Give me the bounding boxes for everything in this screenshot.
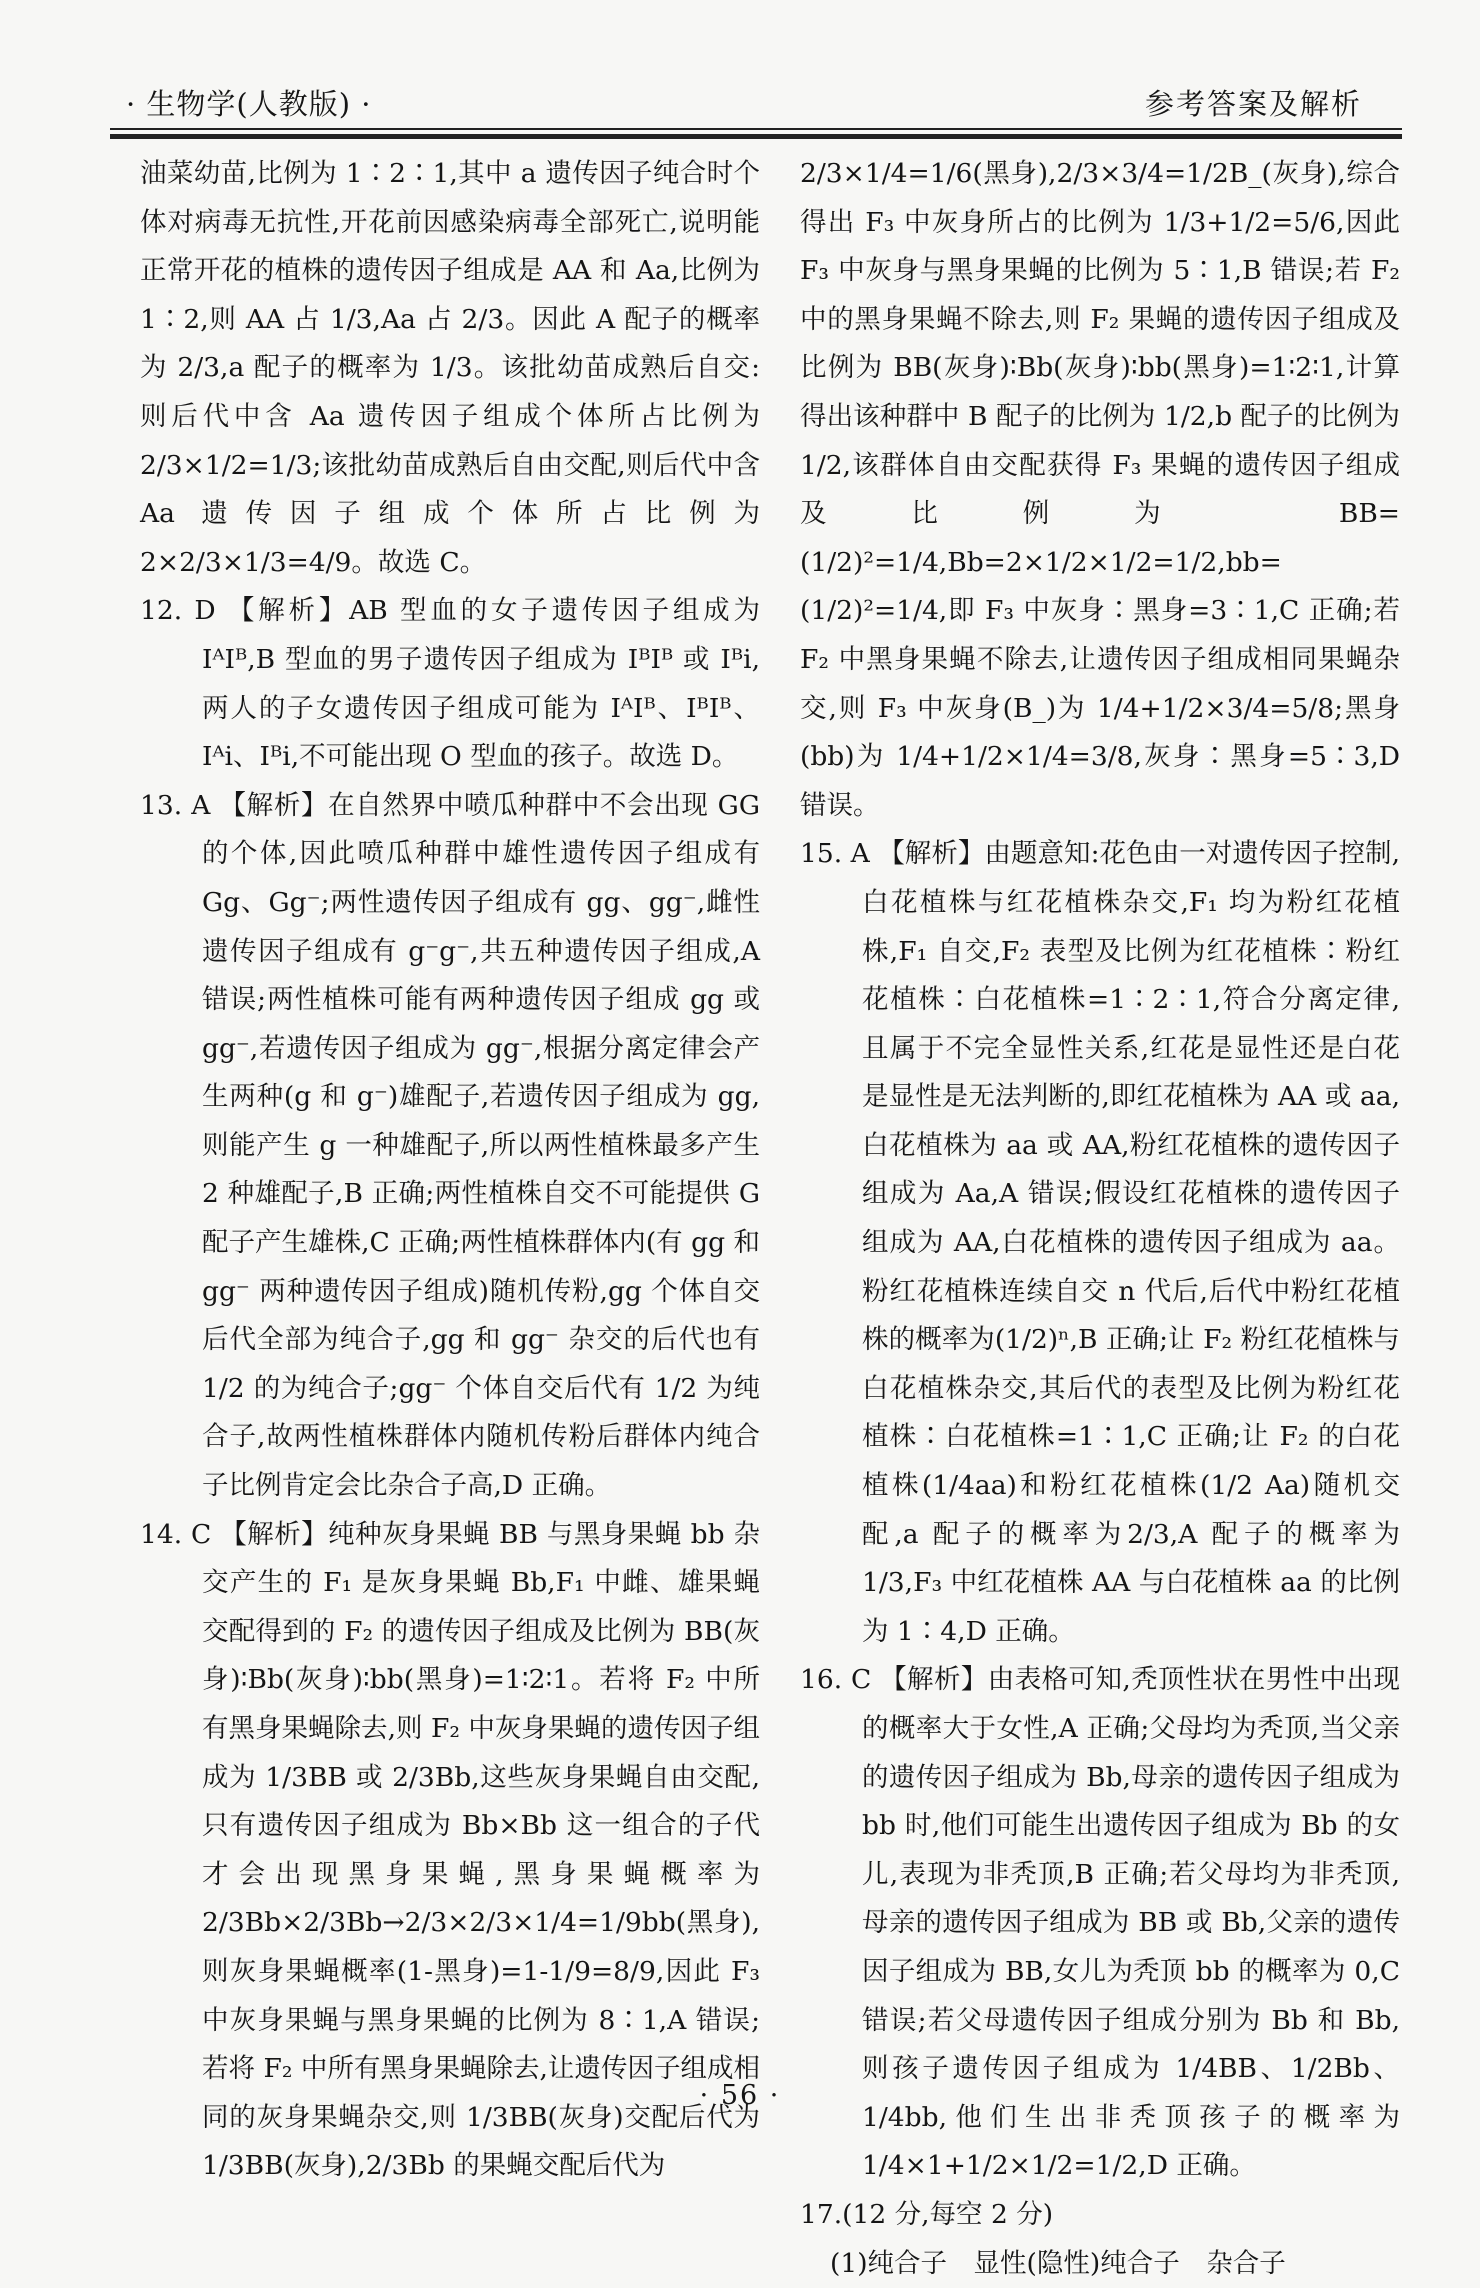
answer-16: 16. C 【解析】由表格可知,秃顶性状在男性中出现的概率大于女性,A 正确;父母均为秃顶,当父亲的遗传因子组成为 Bb,母亲的遗传因子组成为 bb 时,他们可能生出遗传因子组成为 Bb 的女儿,表现为非秃顶,B 正确;若父母均为非秃顶,母亲的遗传因子组成为 BB 或 Bb,父亲的遗传因子组成为 BB,女儿为秃顶 bb 的概率为 0,C 错误;若父母遗传因子组成分别为 Bb 和 Bb,则孩子遗传因子组成为 1/4BB、1/2Bb、1/4bb,他们生出非秃顶孩子的概率为 1/4×1+1/2×1/2=1/2,D 正确。 [800, 1664, 1400, 2182]
answer-17-part-1: (1)纯合子 显性(隐性)纯合子 杂合子 [830, 2247, 1286, 2279]
answer-14-continued: 2/3×1/4=1/6(黑身),2/3×3/4=1/2B_(灰身),综合得出 F₃ 中灰身所占的比例为 1/3+1/2=5/6,因此 F₃ 中灰身与黑身果蝇的比例为 5∶1,B 错误;若 F₂ 中的黑身果蝇不除去,则 F₂ 果蝇的遗传因子组成及比例为 BB(灰身)∶Bb(灰身)∶bb(黑身)=1∶2∶1,计算得出该种群中 B 配子的比例为 1/2,b 配子的比例为1/2,该群体自由交配获得 F₃ 果蝇的遗传因子组成及比例为 BB=(1/2)²=1/4,Bb=2×1/2×1/2=1/2,bb=(1/2)²=1/4,即 F₃ 中灰身∶黑身=3∶1,C 正确;若 F₂ 中黑身果蝇不除去,让遗传因子组成相同果蝇杂交,则 F₃ 中灰身(B_)为 1/4+1/2×3/4=5/8;黑身(bb)为 1/4+1/2×1/4=3/8,灰身∶黑身=5∶3,D 错误。 [800, 158, 1400, 821]
answer-17-heading: 17.(12 分,每空 2 分) [800, 2198, 1054, 2230]
answer-12: 12. D 【解析】AB 型血的女子遗传因子组成为 IᴬIᴮ,B 型血的男子遗传因子组成为 IᴮIᴮ 或 Iᴮi,两人的子女遗传因子组成可能为 IᴬIᴮ、IᴮIᴮ、Iᴬi、Iᴮi,不可能出现 O 型血的孩子。故选 D。 [140, 595, 760, 773]
paragraph-continued: 油菜幼苗,比例为 1∶2∶1,其中 a 遗传因子纯合时个体对病毒无抗性,开花前因感染病毒全部死亡,说明能正常开花的植株的遗传因子组成是 AA 和 Aa,比例为 1∶2,则 AA 占 1/3,Aa 占 2/3。因此 A 配子的概率为 2/3,a 配子的概率为 1/3。该批幼苗成熟后自交:则后代中含 Aa 遗传因子组成个体所占比例为 2/3×1/2=1/3;该批幼苗成熟后自由交配,则后代中含 Aa 遗传因子组成个体所占比例为 2×2/3×1/3=4/9。故选 C。 [140, 158, 760, 578]
header-rule-thin [110, 128, 1402, 130]
right-column [800, 150, 1400, 2288]
header-rule-thick [110, 134, 1402, 139]
book-title: · 生物学(人教版) · [126, 87, 372, 121]
left-column [140, 150, 760, 2191]
answer-14: 14. C 【解析】纯种灰身果蝇 BB 与黑身果蝇 bb 杂交产生的 F₁ 是灰身果蝇 Bb,F₁ 中雌、雄果蝇交配得到的 F₂ 的遗传因子组成及比例为 BB(灰身)∶Bb(灰身)∶bb(黑身)=1∶2∶1。若将 F₂ 中所有黑身果蝇除去,则 F₂ 中灰身果蝇的遗传因子组成为 1/3BB 或 2/3Bb,这些灰身果蝇自由交配,只有遗传因子组成为 Bb×Bb 这一组合的子代才会出现黑身果蝇,黑身果蝇概率为 2/3Bb×2/3Bb→2/3×2/3×1/4=1/9bb(黑身),则灰身果蝇概率(1-黑身)=1-1/9=8/9,因此 F₃ 中灰身果蝇与黑身果蝇的比例为 8∶1,A 错误;若将 F₂ 中所有黑身果蝇除去,让遗传因子组成相同的灰身果蝇杂交,则 1/3BB(灰身)交配后代为 1/3BB(灰身),2/3Bb 的果蝇交配后代为 [140, 1518, 760, 2182]
page-header [110, 70, 1402, 130]
section-title: 参考答案及解析 [1144, 87, 1362, 121]
answer-13: 13. A 【解析】在自然界中喷瓜种群中不会出现 GG 的个体,因此喷瓜种群中雄性遗传因子组成有 Gg、Gg⁻;两性遗传因子组成有 gg、gg⁻,雌性遗传因子组成有 g⁻g⁻,共五种遗传因子组成,A 错误;两性植株可能有两种遗传因子组成 gg 或 gg⁻,若遗传因子组成为 gg⁻,根据分离定律会产生两种(g 和 g⁻)雄配子,若遗传因子组成为 gg,则能产生 g 一种雄配子,所以两性植株最多产生 2 种雄配子,B 正确;两性植株自交不可能提供 G 配子产生雄株,C 正确;两性植株群体内(有 gg 和 gg⁻ 两种遗传因子组成)随机传粉,gg 个体自交后代全部为纯合子,gg 和 gg⁻ 杂交的后代也有 1/2 的为纯合子;gg⁻ 个体自交后代有 1/2 为纯合子,故两性植株群体内随机传粉后群体内纯合子比例肯定会比杂合子高,D 正确。 [140, 789, 760, 1502]
answer-15: 15. A 【解析】由题意知:花色由一对遗传因子控制,白花植株与红花植株杂交,F₁ 均为粉红花植株,F₁ 自交,F₂ 表型及比例为红花植株∶粉红花植株∶白花植株=1∶2∶1,符合分离定律,且属于不完全显性关系,红花是显性还是白花是显性是无法判断的,即红花植株为 AA 或 aa,白花植株为 aa 或 AA,粉红花植株的遗传因子组成为 Aa,A 错误;假设红花植株的遗传因子组成为 AA,白花植株的遗传因子组成为 aa。粉红花植株连续自交 n 代后,后代中粉红花植株的概率为(1/2)ⁿ,B 正确;让 F₂ 粉红花植株与白花植株杂交,其后代的表型及比例为粉红花植株∶白花植株=1∶1,C 正确;让 F₂ 的白花植株(1/4aa)和粉红花植株(1/2 Aa)随机交配,a 配子的概率为2/3,A 配子的概率为 1/3,F₃ 中红花植株 AA 与白花植株 aa 的比例为 1∶4,D 正确。 [800, 838, 1400, 1647]
page-number: · 56 · [699, 2080, 781, 2111]
